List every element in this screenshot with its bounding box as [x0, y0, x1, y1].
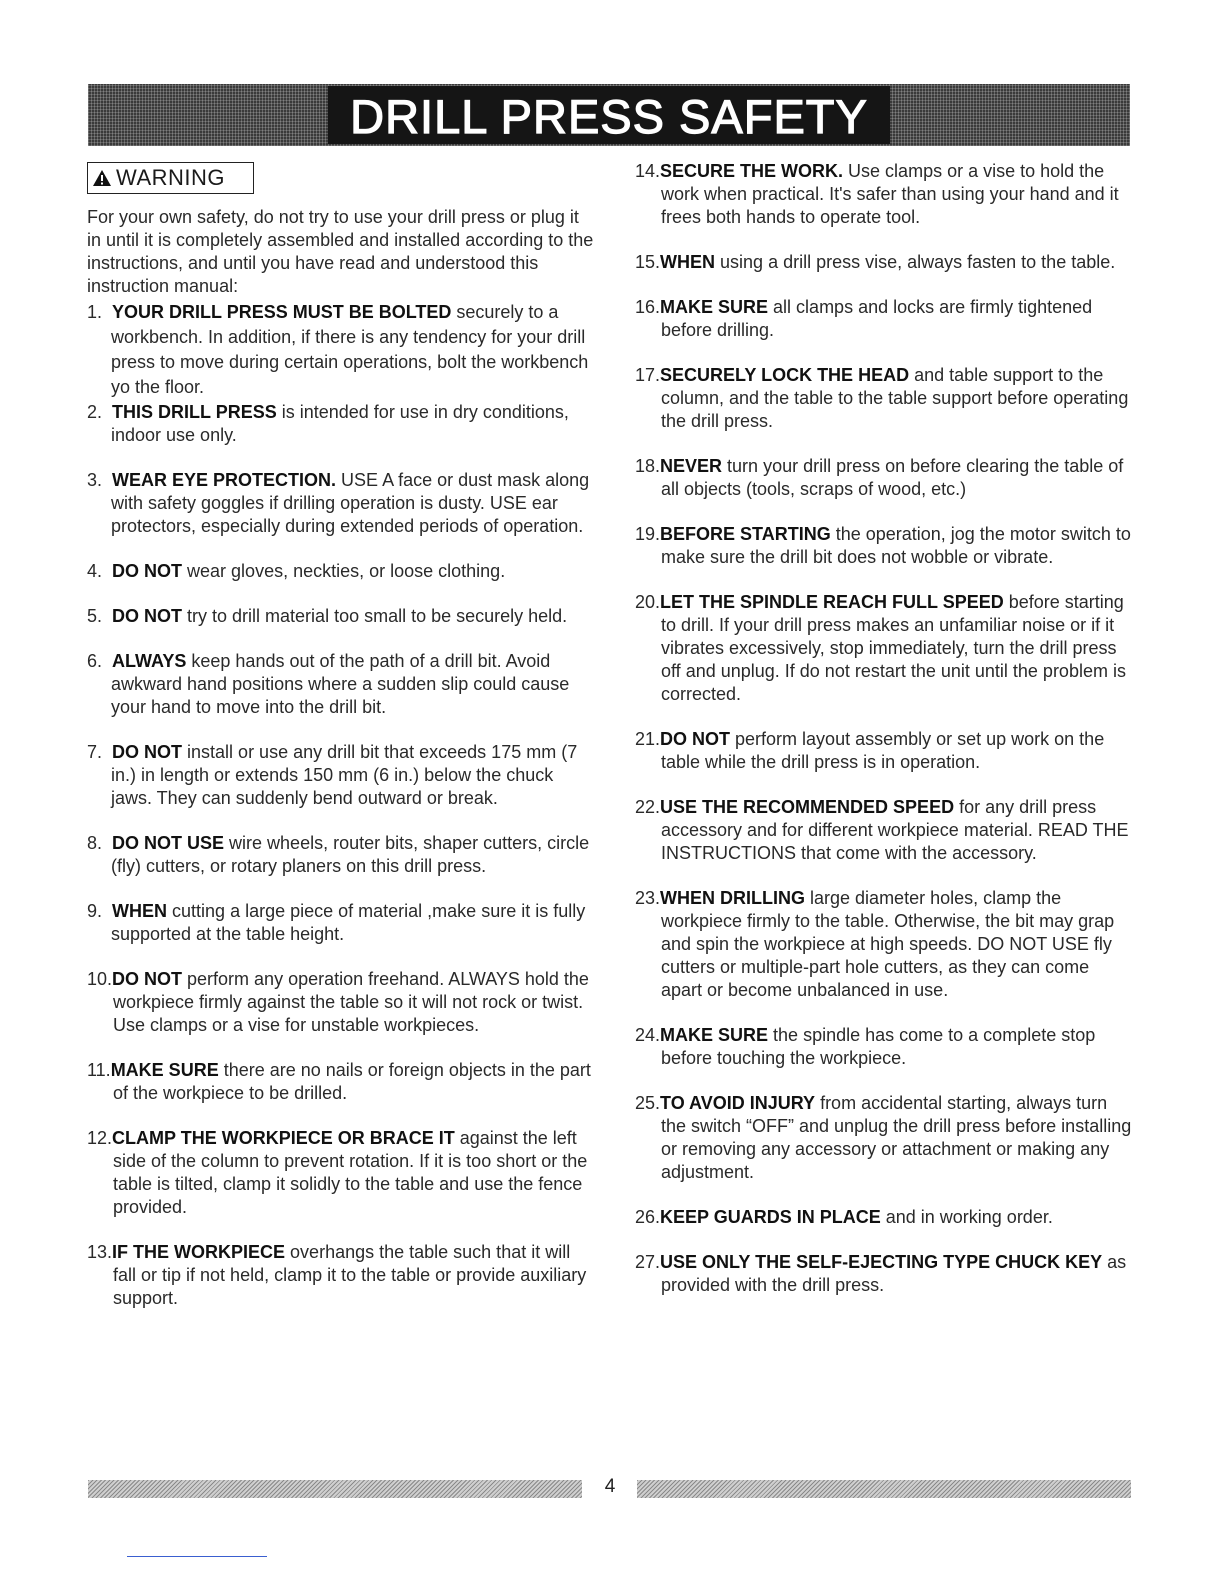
page-title: DRILL PRESS SAFETY [328, 86, 890, 144]
right-column [635, 160, 1135, 1297]
warning-text: WARNING [116, 165, 226, 190]
safety-item: 26.KEEP GUARDS IN PLACE and in working order. [635, 1207, 1053, 1227]
safety-item: 17.SECURELY LOCK THE HEAD and table support to the column, and the table to the table support before operating the drill press. [635, 365, 1129, 431]
safety-item: 10.DO NOT perform any operation freehand. ALWAYS hold the workpiece firmly against the table so it will not rock or twist. Use clamps or a vise for unstable workpieces. [87, 969, 589, 1035]
safety-item: 1. YOUR DRILL PRESS MUST BE BOLTED securely to a workbench. In addition, if there is any tendency for your drill press to move during certain operations, bolt the workbench yo the floor. [87, 302, 589, 397]
safety-item: 15.WHEN using a drill press vise, always fasten to the table. [635, 252, 1116, 272]
safety-item: 4. DO NOT wear gloves, neckties, or loose clothing. [87, 561, 506, 581]
safety-item: 24.MAKE SURE the spindle has come to a complete stop before touching the workpiece. [635, 1025, 1096, 1068]
safety-item: 21.DO NOT perform layout assembly or set up work on the table while the drill press is in operation. [635, 729, 1105, 772]
safety-item: 14.SECURE THE WORK. Use clamps or a vise to hold the work when practical. It's safer than using your hand and it frees both hands to operate tool. [635, 161, 1119, 227]
safety-item: 20.LET THE SPINDLE REACH FULL SPEED before starting to drill. If your drill press makes an unfamiliar noise or if it vibrates excessively, stop immediately, turn the drill press off and unplug. If do not restart the unit until the problem is corrected. [635, 592, 1126, 704]
safety-item: 2. THIS DRILL PRESS is intended for use in dry conditions, indoor use only. [87, 402, 569, 445]
safety-item: 22.USE THE RECOMMENDED SPEED for any drill press accessory and for different workpiece material. READ THE INSTRUCTIONS that come with the accessory. [635, 797, 1129, 863]
title-banner [88, 84, 1130, 146]
safety-item: 5. DO NOT try to drill material too small to be securely held. [87, 606, 568, 626]
warning-label [87, 162, 254, 194]
safety-item: 3. WEAR EYE PROTECTION. USE A face or dust mask along with safety goggles if drilling operation is dusty. USE ear protectors, especially during extended periods of operation. [87, 470, 590, 536]
divider-line [127, 1556, 267, 1557]
safety-item: 23.WHEN DRILLING large diameter holes, clamp the workpiece firmly to the table. Otherwise, the bit may grap and spin the workpiece at high speeds. DO NOT USE fly cutters or multiple-part hole cutters, as they can come apart or become unbalanced in use. [635, 888, 1115, 1000]
safety-item: 8. DO NOT USE wire wheels, router bits, shaper cutters, circle (fly) cutters, or rotary planers on this drill press. [87, 833, 590, 876]
intro-paragraph: For your own safety, do not try to use your drill press or plug it in until it is completely assembled and installed according to the instructions, and until you have read and understood this instruction manual: [87, 207, 594, 296]
safety-item: 11.MAKE SURE there are no nails or foreign objects in the part of the workpiece to be drilled. [87, 1060, 591, 1103]
footer-bar-right [637, 1480, 1131, 1498]
safety-item: 13.IF THE WORKPIECE overhangs the table such that it will fall or tip if not held, clamp it to the table or provide auxiliary support. [87, 1242, 587, 1308]
left-column [87, 160, 597, 1310]
safety-item: 6. ALWAYS keep hands out of the path of a drill bit. Avoid awkward hand positions where a sudden slip could cause your hand to move into the drill bit. [87, 651, 570, 717]
safety-item: 9. WHEN cutting a large piece of material ,make sure it is fully supported at the table height. [87, 901, 586, 944]
safety-item: 27.USE ONLY THE SELF-EJECTING TYPE CHUCK KEY as provided with the drill press. [635, 1252, 1127, 1295]
safety-item: 19.BEFORE STARTING the operation, jog the motor switch to make sure the drill bit does not wobble or vibrate. [635, 524, 1131, 567]
page-number: 4 [604, 1476, 616, 1497]
warning-triangle-icon [92, 169, 112, 187]
footer-bar-left [88, 1480, 582, 1498]
safety-item: 16.MAKE SURE all clamps and locks are firmly tightened before drilling. [635, 297, 1093, 340]
safety-item: 18.NEVER turn your drill press on before clearing the table of all objects (tools, scraps of wood, etc.) [635, 456, 1124, 499]
safety-item: 12.CLAMP THE WORKPIECE OR BRACE IT against the left side of the column to prevent rotation. If it is too short or the table is tilted, clamp it solidly to the table and use the fence provided. [87, 1128, 588, 1217]
safety-item: 25.TO AVOID INJURY from accidental starting, always turn the switch “OFF” and unplug the drill press before installing or removing any accessory or attachment or making any adjustment. [635, 1093, 1132, 1182]
safety-item: 7. DO NOT install or use any drill bit that exceeds 175 mm (7 in.) in length or extends 150 mm (6 in.) below the chuck jaws. They can suddenly bend outward or break. [87, 742, 578, 808]
